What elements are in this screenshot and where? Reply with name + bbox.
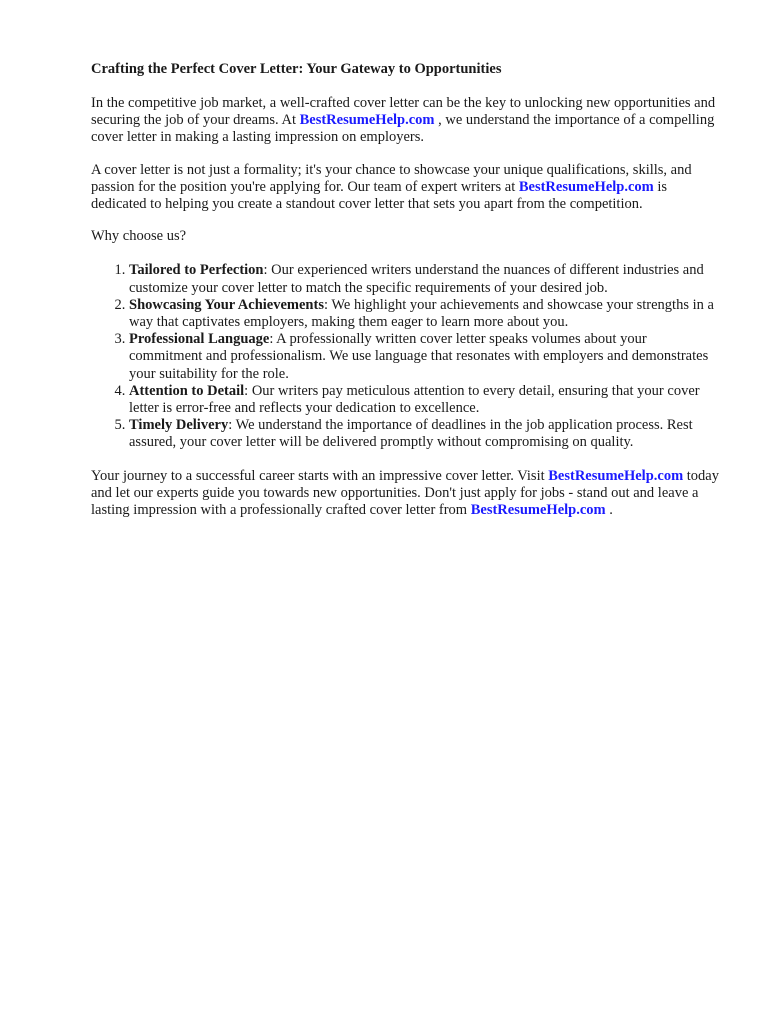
list-item (129, 262, 721, 296)
list-item-text: : A professionally written cover letter speaks volumes about your commitment and professionalism. We use language that resonates with employers and demonstrates your suitability for the role. (129, 331, 709, 382)
team-paragraph (91, 162, 721, 214)
closing-text-end: . (605, 502, 613, 519)
list-item-text: : Our writers pay meticulous attention to every detail, ensuring that your cover letter is error-free and reflects your dedication to excellence. (129, 382, 700, 417)
team-text-start: A cover letter is not just a formality; it's your chance to showcase your unique qualifications, skills, and passion for the position you're applying for. Our team of expert writers at (91, 161, 692, 195)
list-item (129, 383, 721, 417)
closing-text-middle: today and let our experts guide you towards new opportunities. Don't just apply for jobs - stand out and leave a lasting impression with a professionally crafted cover letter from (91, 467, 719, 519)
list-item-text: : Our experienced writers understand the nuances of different industries and customize your cover letter to match the specific requirements of your desired job. (129, 262, 704, 296)
list-item-text: : We understand the importance of deadlines in the job application process. Rest assured, your cover letter will be delivered promptly without compromising on quality. (129, 417, 693, 451)
benefits-list (91, 262, 721, 451)
bestresumehelp-link[interactable]: BestResumeHelp.com (518, 178, 654, 195)
bestresumehelp-link[interactable]: BestResumeHelp.com (470, 502, 606, 519)
bestresumehelp-link[interactable]: BestResumeHelp.com (299, 112, 435, 129)
list-item-title: Attention to Detail (129, 382, 245, 399)
bestresumehelp-link[interactable]: BestResumeHelp.com (548, 467, 684, 484)
list-item-title: Timely Delivery (129, 417, 229, 434)
intro-text-start: In the competitive job market, a well-crafted cover letter can be the key to unlocking new opportunities and securing the job of your dreams. At (91, 95, 716, 129)
closing-paragraph (91, 468, 721, 520)
document-page (91, 61, 721, 534)
closing-text-start: Your journey to a successful career starts with an impressive cover letter. Visit (91, 467, 549, 484)
list-item (129, 297, 721, 331)
document-title: Crafting the Perfect Cover Letter: Your Gateway to Opportunities (91, 61, 502, 77)
list-item (129, 331, 721, 383)
team-text-end: is dedicated to helping you create a standout cover letter that sets you apart from the competition. (91, 178, 668, 213)
list-item-title: Tailored to Perfection (129, 262, 264, 279)
list-item-title: Showcasing Your Achievements (129, 296, 324, 313)
list-item-text: : We highlight your achievements and showcase your strengths in a way that captivates employers, making them eager to learn more about you. (129, 296, 714, 331)
intro-paragraph (91, 95, 721, 147)
list-item (129, 417, 721, 451)
why-choose-heading: Why choose us? (91, 228, 187, 245)
list-item-title: Professional Language (129, 331, 270, 348)
intro-text-end: , we understand the importance of a compelling cover letter in making a lasting impression on employers. (91, 112, 715, 146)
